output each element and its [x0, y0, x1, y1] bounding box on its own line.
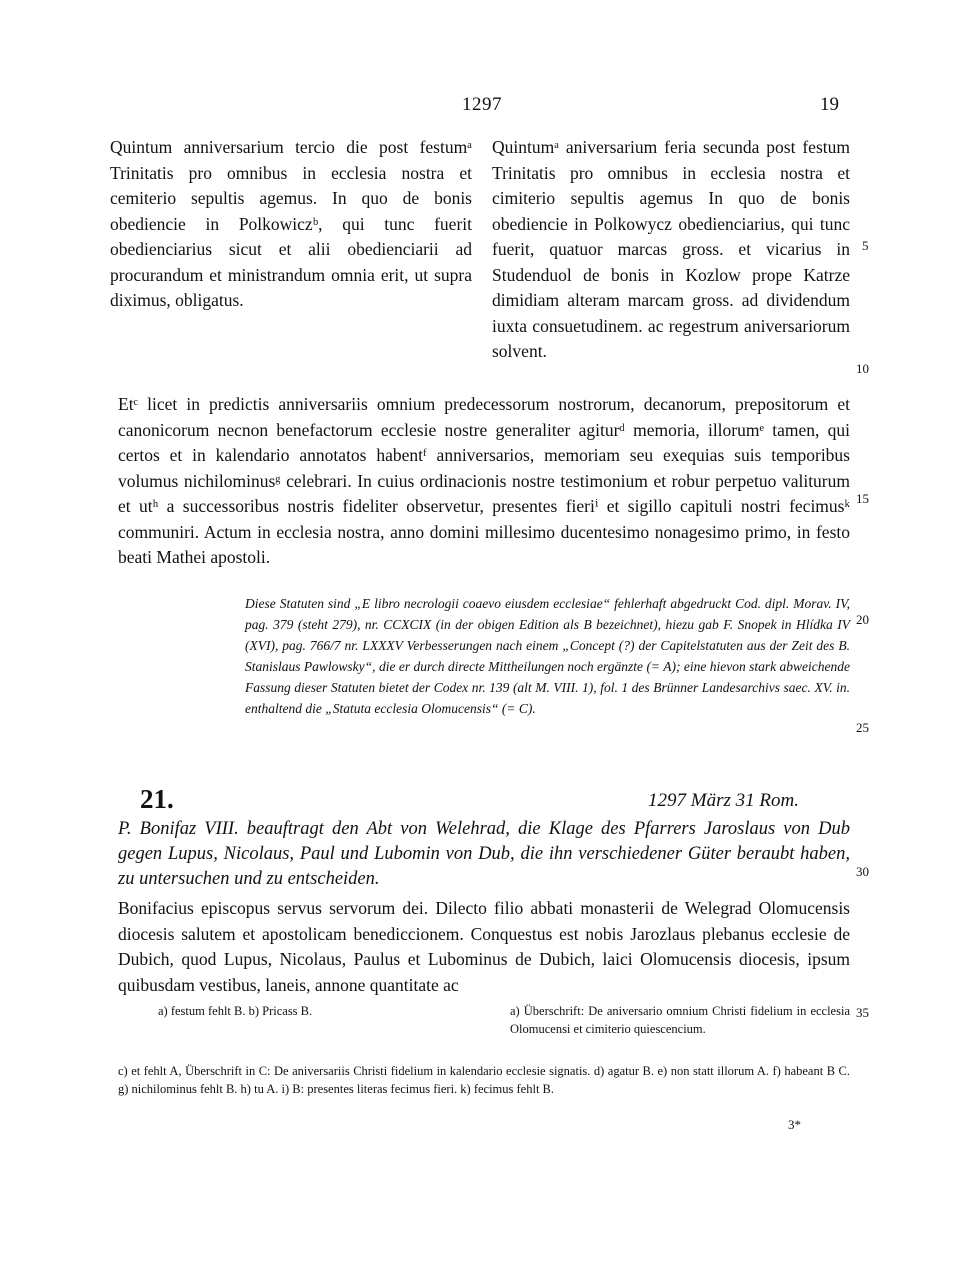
footnotes-bottom: c) et fehlt A, Überschrift in C: De aniversariis Christi fidelium in kalendario ecclesie signatis. d) agatur B. e) non statt illorum A. f) habeant B C. g) nichilominus fehlt B. h) tu A. i) B: presentes literas fecimus fieri. k) fecimus fehlt B. [118, 1064, 850, 1096]
full-width-paragraph: Etᶜ licet in predictis anniversariis omnium predecessorum nostrorum, decanorum, prepositorum et canonicorum necnon benefactorum ecclesie nostre generaliter agiturᵈ memoria, illorumᵉ tamen, qui certos et in kalendario annotatos habentᶠ anniversarios, memoriam seu exequias suis temporibus volumus nichilominusᵍ celebrari. In cuius ordinacionis nostre testimonium et robur perpetuo valiturum et utʰ a successoribus nostris fideliter observetur, presentes fieriⁱ et sigillo capituli nostri fecimusᵏ communiri. Actum in ecclesia nostra, anno domini millesimo ducentesimo nonagesimo primo, in festo beati Mathei apostoli. [118, 394, 850, 567]
line-number: 10 [856, 361, 869, 376]
editorial-note: Diese Statuten sind „E libro necrologii coaevo eiusdem ecclesiae“ fehlerhaft abgedruckt Cod. dipl. Morav. IV, pag. 379 (steht 279), nr. CCXCIX (in der obigen Edition als B bezeichnet), hiezu gab F. Snopek in Hlídka IV (XVI), pag. 766/7 nr. LXXXV Verbesserungen nach einem „Concept (?) der Capitelstatuten aus der Zeit des B. Stanislaus Pawlowsky“, die er durch directe Mittheilungen noch ergänzte (= A); eine hievon stark abweichende Fassung dieser Statuten bietet der Codex nr. 139 (alt M. VIII. 1), fol. 1 des Brünner Landesarchivs saec. XV. in. enthaltend die „Statuta ecclesia Olomucensis“ (= C). [245, 596, 850, 716]
header-year: 1297 [462, 94, 502, 115]
page-number: 19 [820, 94, 839, 115]
line-number: 5 [862, 238, 869, 253]
document-body: Bonifacius episcopus servus servorum dei. Dilecto filio abbati monasterii de Welegrad Olomucensis diocesis salutem et apostolicam benediccionem. Conquestus est nobis Jarozlaus plebanus ecclesie de Dubich, quod Lupus, Nicolaus, Paulus et Lubominus de Dubich, laici Olomucensis diocesis, ipsum quibusdam vestibus, laneis, annone quantitate ac [118, 898, 850, 995]
signature-mark: 3* [788, 1117, 801, 1132]
document-regest: P. Bonifaz VIII. beauftragt den Abt von Welehrad, die Klage des Pfarrers Jaroslaus von Dub gegen Lupus, Nicolaus, Paul und Lubomin von Dub, die ihn verschiedener Güter beraubt haben, zu untersuchen und zu entscheiden. [118, 819, 850, 889]
line-number: 35 [856, 1005, 869, 1020]
line-number: 25 [856, 720, 869, 735]
footnotes-left: a) festum fehlt B. b) Pricass B. [158, 1004, 313, 1018]
document-date: 1297 März 31 Rom. [648, 790, 799, 811]
line-number: 30 [856, 864, 869, 879]
document-number: 21. [140, 784, 174, 814]
right-column-text: Quintumᵃ aniversarium feria secunda post festum Trinitatis pro omnibus in ecclesia nostra et cimiterio sepultis agemus In quo de bonis obediencie in Polkowycz obedienciarius, qui tunc fuerit, quatuor marcas gross. et vicarius in Studenduol de bonis in Kozlow prope Katrze dimidiam alteram marcam gross. ad dividendum iuxta consuetudinem. ac regestrum aniversariorum solvent. [492, 137, 850, 361]
line-number: 15 [856, 491, 869, 506]
line-number: 20 [856, 612, 869, 627]
left-column-text: Quintum anniversarium tercio die post festumᵃ Trinitatis pro omnibus in ecclesia nostra et cemiterio sepultis agemus. In quo de bonis obediencie in Polkowiczᵇ, qui tunc fuerit obedienciarius sicut et alii obedienciarii ad procurandum et ministrandum omnia erit, ut supra diximus, obligatus. [110, 137, 472, 310]
footnotes-right: a) Überschrift: De aniversario omnium Christi fidelium in ecclesia Olomucensi et cimiterio quiescencium. [510, 1004, 850, 1036]
